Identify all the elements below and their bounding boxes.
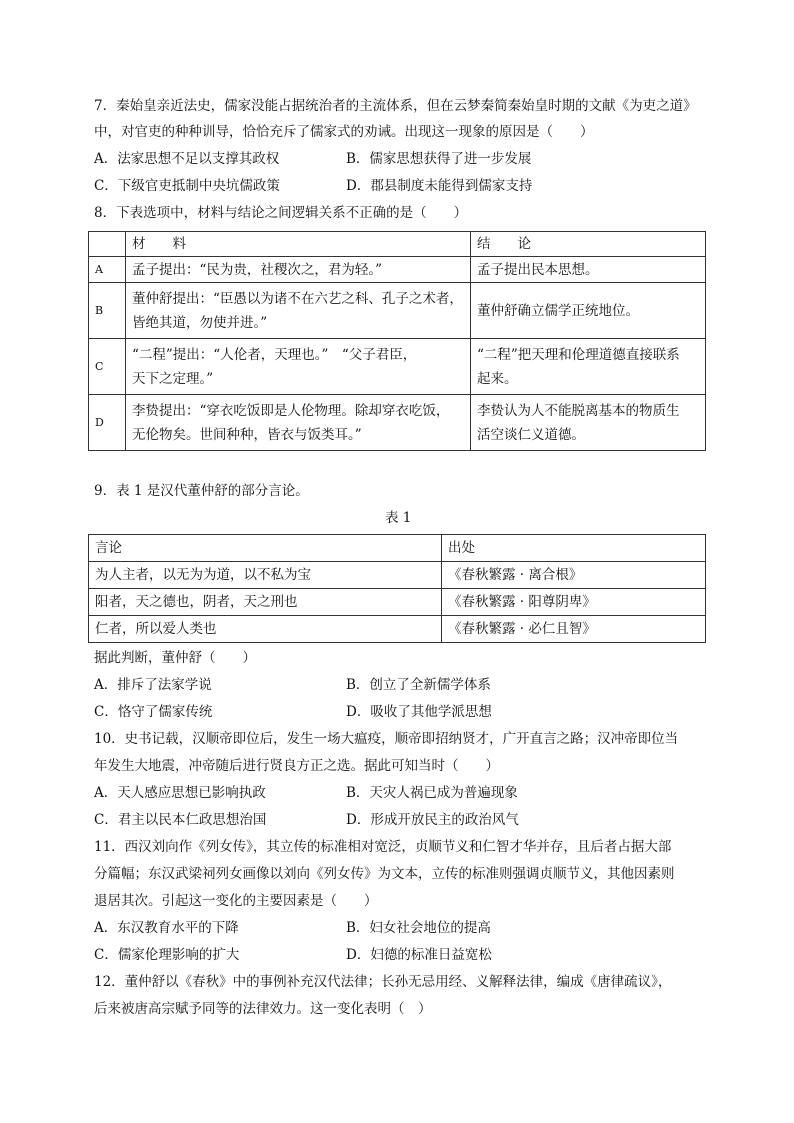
conclusion-text: 活空谈仁义道德。 — [477, 426, 585, 443]
q10-option-b: B．天灾人祸已成为普遍现象 — [346, 785, 518, 801]
q11-stem-line1: 11．西汉刘向作《列女传》，其立传的标准相对宽泛，贞顺节义和仁智才华并存，且后者占据大部 — [94, 839, 672, 855]
source-header: 出处 — [442, 535, 706, 562]
source-cell: 《春秋繁露 · 离合根》 — [442, 562, 706, 589]
material-cell — [126, 395, 471, 451]
material-text: 天下之定理。” — [132, 370, 214, 387]
table-row — [89, 616, 706, 643]
q9-option-d: D．吸收了其他学派思想 — [346, 704, 492, 720]
row-key: D — [89, 395, 126, 451]
q7-option-b: B．儒家思想获得了进一步发展 — [346, 151, 532, 167]
words-header: 言论 — [89, 535, 442, 562]
q11-stem-line3: 退居其次。引起这一变化的主要因素是（ ） — [94, 893, 378, 909]
q11-stem-line2: 分篇幅；东汉武梁祠列女画像以刘向《列女传》为文本，立传的标准则强调贞顺节义，其他因素则 — [94, 866, 675, 882]
q10-stem-line1: 10．史书记载，汉顺帝即位后，发生一场大瘟疫，顺帝即招纳贤才，广开直言之路；汉冲帝即位当 — [94, 731, 679, 747]
row-key: B — [89, 283, 126, 339]
q10-option-d: D．形成开放民主的政治风气 — [346, 812, 519, 828]
conclusion-cell — [471, 257, 706, 283]
material-text: 李贽提出：“穿衣吃饭即是人伦物理。除却穿衣吃饭， — [132, 402, 450, 419]
material-cell — [126, 339, 471, 395]
q7-stem-line1: 7．秦始皇亲近法史，儒家没能占据统治者的主流体系，但在云梦秦简秦始皇时期的文献《为吏之道》 — [94, 98, 697, 114]
material-text: “二程”提出：“人伦者，天理也。” “父子君臣， — [132, 346, 417, 363]
table-header-row — [89, 535, 706, 562]
row-key: A — [89, 257, 126, 283]
table-cell — [89, 232, 126, 257]
q10-option-a: A．天人感应思想已影响执政 — [94, 785, 266, 801]
q11-option-d: D．妇德的标准日益宽松 — [346, 947, 492, 963]
q9-table — [88, 534, 706, 643]
table-row — [89, 339, 706, 395]
q9-option-b: B．创立了全新儒学体系 — [346, 677, 491, 693]
q11-option-c: C．儒家伦理影响的扩大 — [94, 947, 240, 963]
words-cell: 阳者，天之德也，阴者，天之刑也 — [89, 589, 442, 616]
q12-stem-line1: 12．董仲舒以《春秋》中的事例补充汉代法律；长孙无忌用经、义解释法律，编成《唐律疏议》， — [94, 974, 672, 990]
conclusion-cell — [471, 283, 706, 339]
conclusion-cell — [471, 339, 706, 395]
material-header: 材 料 — [126, 232, 471, 257]
q9-after: 据此判断，董仲舒（ ） — [94, 650, 256, 666]
material-text: 孟子提出：“民为贵，社稷次之，君为轻。” — [132, 261, 383, 278]
material-cell — [126, 257, 471, 283]
q7-option-a: A．法家思想不足以支撑其政权 — [94, 151, 280, 167]
table-header-row — [89, 232, 706, 257]
conclusion-cell — [471, 395, 706, 451]
material-text: 董仲舒提出：“臣愚以为诸不在六艺之科、孔子之术者， — [132, 290, 463, 307]
words-cell: 仁者，所以爱人类也 — [89, 616, 442, 643]
material-text: 无伦物矣。世间种种，皆衣与饭类耳。” — [132, 426, 362, 443]
q7-option-d: D．郡县制度未能得到儒家支持 — [346, 178, 533, 194]
conclusion-header: 结 论 — [471, 232, 706, 257]
conclusion-text: “二程”把天理和伦理道德直接联系 — [477, 346, 680, 363]
q9-option-c: C．恪守了儒家传统 — [94, 704, 213, 720]
q12-stem-line2: 后来被唐高宗赋予同等的法律效力。这一变化表明（ ） — [94, 1001, 432, 1017]
words-cell: 为人主者，以无为为道，以不私为宝 — [89, 562, 442, 589]
q7-stem-line2: 中，对官吏的种种训导，恰恰充斥了儒家式的劝诫。出现这一现象的原因是（ ） — [94, 124, 594, 140]
material-cell — [126, 283, 471, 339]
row-key: C — [89, 339, 126, 395]
q9-option-a: A．排斥了法家学说 — [94, 677, 212, 693]
source-cell: 《春秋繁露 · 阳尊阴卑》 — [442, 589, 706, 616]
table-row — [89, 589, 706, 616]
table-row — [89, 562, 706, 589]
conclusion-text: 孟子提出民本思想。 — [477, 261, 599, 278]
conclusion-text: 董仲舒确立儒学正统地位。 — [477, 302, 639, 319]
table-row — [89, 283, 706, 339]
q9-stem: 9．表 1 是汉代董仲舒的部分言论。 — [94, 483, 309, 499]
table-caption: 表 1 — [385, 510, 412, 526]
q10-stem-line2: 年发生大地震，冲帝随后进行贤良方正之选。据此可知当时（ ） — [94, 758, 499, 774]
source-cell: 《春秋繁露 · 必仁且智》 — [442, 616, 706, 643]
table-row — [89, 395, 706, 451]
material-text: 皆绝其道，勿使并进。” — [132, 314, 268, 331]
q10-option-c: C．君主以民本仁政思想治国 — [94, 812, 267, 828]
q8-stem: 8．下表选项中，材料与结论之间逻辑关系不正确的是（ ） — [94, 205, 468, 221]
q8-table — [88, 231, 706, 451]
q11-option-b: B．妇女社会地位的提高 — [346, 920, 491, 936]
q11-option-a: A．东汉教育水平的下降 — [94, 920, 239, 936]
conclusion-text: 李贽认为人不能脱离基本的物质生 — [477, 402, 680, 419]
table-row — [89, 257, 706, 283]
conclusion-text: 起来。 — [477, 370, 518, 387]
q7-option-c: C．下级官吏抵制中央坑儒政策 — [94, 178, 280, 194]
